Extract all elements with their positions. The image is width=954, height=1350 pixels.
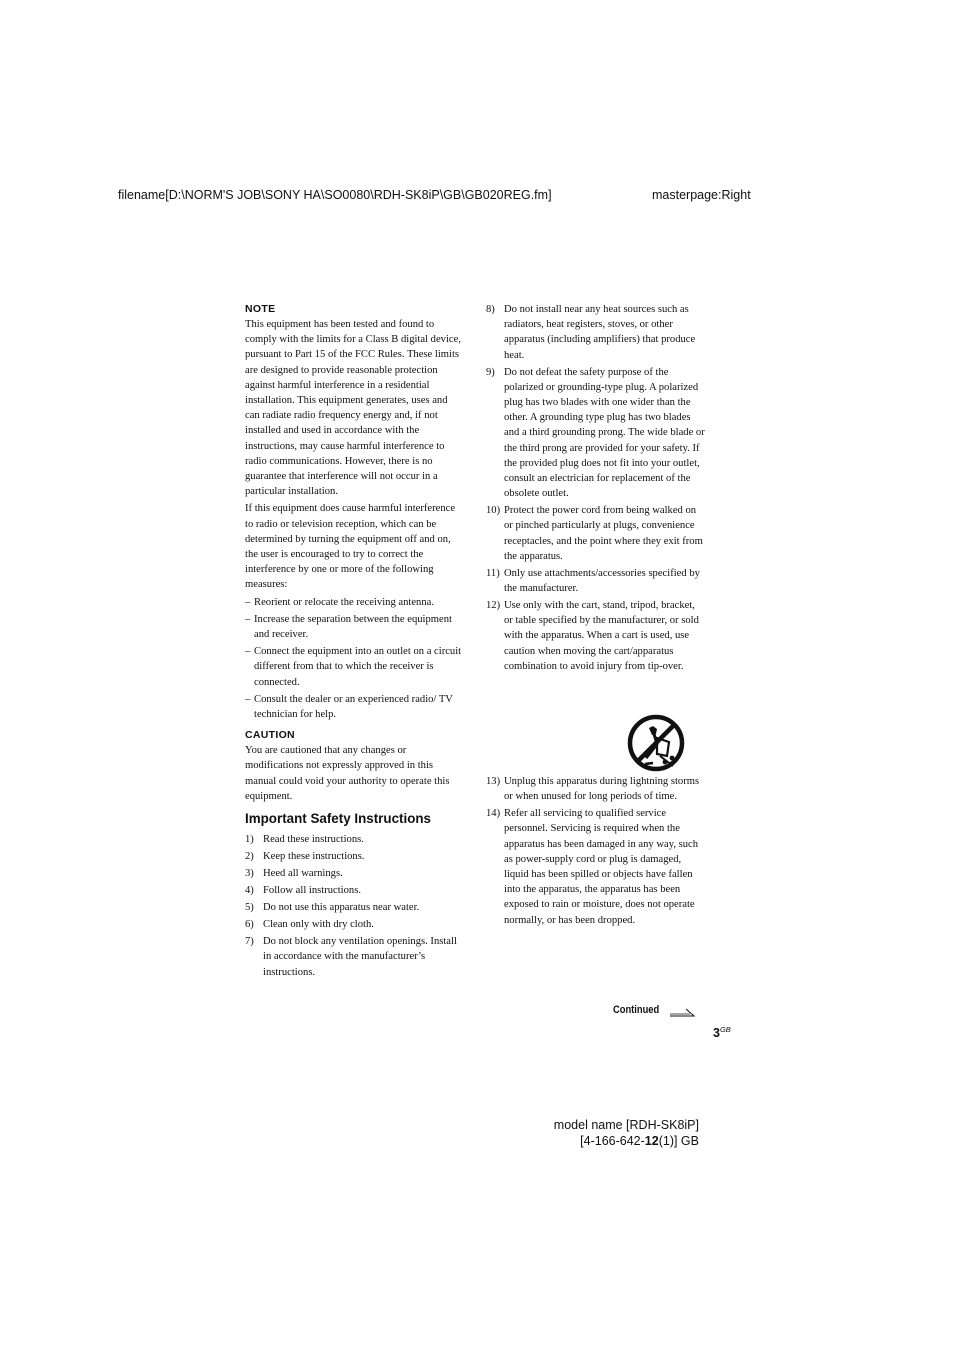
measure-item: – Connect the equipment into an outlet on a circuit different from that to which the receiver is connected. xyxy=(245,646,462,688)
right-column-lower xyxy=(486,774,706,930)
safety-heading: Important Safety Instructions xyxy=(245,811,432,827)
measure-text: Consult the dealer or an experienced radio/ TV technician for help. xyxy=(254,693,453,721)
note-paragraph-2: If this equipment does cause harmful interference to radio or television reception, which can be determined by turning the equipment off and on, the user is encouraged to try to correct the interference by one or more of the following measures: xyxy=(245,503,456,591)
cart-tip-over-warning-icon xyxy=(627,714,685,772)
safety-item: 11) Only use attachments/accessories specified by the manufacturer. xyxy=(486,567,700,595)
measure-item: – Reorient or relocate the receiving antenna. xyxy=(245,596,435,608)
safety-item: 1) Read these instructions. xyxy=(245,834,364,846)
safety-item: 14) Refer all servicing to qualified service personnel. Servicing is required when the apparatus has been damaged in any way, such as power-supply cord or plug is damaged, liquid has been spilled or objects have fallen into the apparatus, the apparatus has been exposed to rain or moisture, does not operate normally, or has been dropped. xyxy=(486,808,699,926)
safety-item: 6) Clean only with dry cloth. xyxy=(245,919,374,931)
safety-item: 7) Do not block any ventilation openings. Install in accordance with the manufacturer’s instructions. xyxy=(245,936,457,978)
measure-text: Increase the separation between the equipment and receiver. xyxy=(254,613,452,641)
note-paragraph-1: This equipment has been tested and found to comply with the limits for a Class B digital device, pursuant to Part 15 of the FCC Rules. These limits are designed to provide reasonable protection against harmful interference in a residential installation. This equipment generates, uses and can radiate radio frequency energy and, if not installed and used in accordance with the instructions, may cause harmful interference to radio communications. However, there is no guarantee that interference will not occur in a particular installation. xyxy=(245,319,461,498)
safety-item: 13) Unplug this apparatus during lightning storms or when unused for long periods of time. xyxy=(486,776,700,803)
continued-label: Continued xyxy=(613,1004,660,1016)
safety-item: 8) Do not install near any heat sources such as radiators, heat registers, stoves, or other apparatus (including amplifiers) that produce heat. xyxy=(486,304,696,361)
measure-text: Reorient or relocate the receiving antenna. xyxy=(254,596,435,608)
left-column xyxy=(245,302,463,982)
safety-item: 5) Do not use this apparatus near water. xyxy=(245,902,420,914)
measure-item: – Consult the dealer or an experienced radio/ TV technician for help. xyxy=(245,693,453,721)
header-masterpage: masterpage:Right xyxy=(652,188,751,202)
page-number: $3^{GB}$ xyxy=(713,1025,731,1040)
safety-item: 4) Follow all instructions. xyxy=(245,885,361,897)
safety-item: 12) Use only with the cart, stand, tripod, bracket, or table specified by the manufacturer, or sold with the apparatus. When a cart is used, use caution when moving the cart/apparatus combination to avoid injury from tip-over. xyxy=(486,600,699,672)
note-label: NOTE xyxy=(245,303,276,315)
continued-arrow-icon xyxy=(670,1006,696,1018)
caution-text: You are cautioned that any changes or modifications not expressly approved in this manual could void your authority to operate this equipment. xyxy=(245,745,450,802)
safety-item: 3) Heed all warnings. xyxy=(245,868,343,880)
right-column xyxy=(486,302,706,676)
footer-model-name: model name [RDH-SK8iP] xyxy=(553,1118,699,1132)
measure-item: – Increase the separation between the equipment and receiver. xyxy=(245,613,452,641)
caution-label: CAUTION xyxy=(245,729,295,742)
safety-item: 2) Keep these instructions. xyxy=(245,851,365,863)
footer-part-number: [4-166-642-12(1)] GB xyxy=(580,1134,699,1148)
safety-item: 9) Do not defeat the safety purpose of the polarized or grounding-type plug. A polarized plug has two blades with one wider than the other. A grounding type plug has two blades and a third grounding prong. The wide blade or the third prong are provided for your safety. If the provided plug does not fit into your outlet, consult an electrician for replacement of the obsolete outlet. xyxy=(486,366,705,500)
header-filename: filename[D:\NORM'S JOB\SONY HA\SO0080\RDH-SK8iP\GB\GB020REG.fm] xyxy=(118,188,552,202)
measure-text: Connect the equipment into an outlet on a circuit different from that to which the receiver is connected. xyxy=(254,646,462,688)
safety-item: 10) Protect the power cord from being walked on or pinched particularly at plugs, convenience receptacles, and the point where they exit from the apparatus. xyxy=(486,505,703,562)
